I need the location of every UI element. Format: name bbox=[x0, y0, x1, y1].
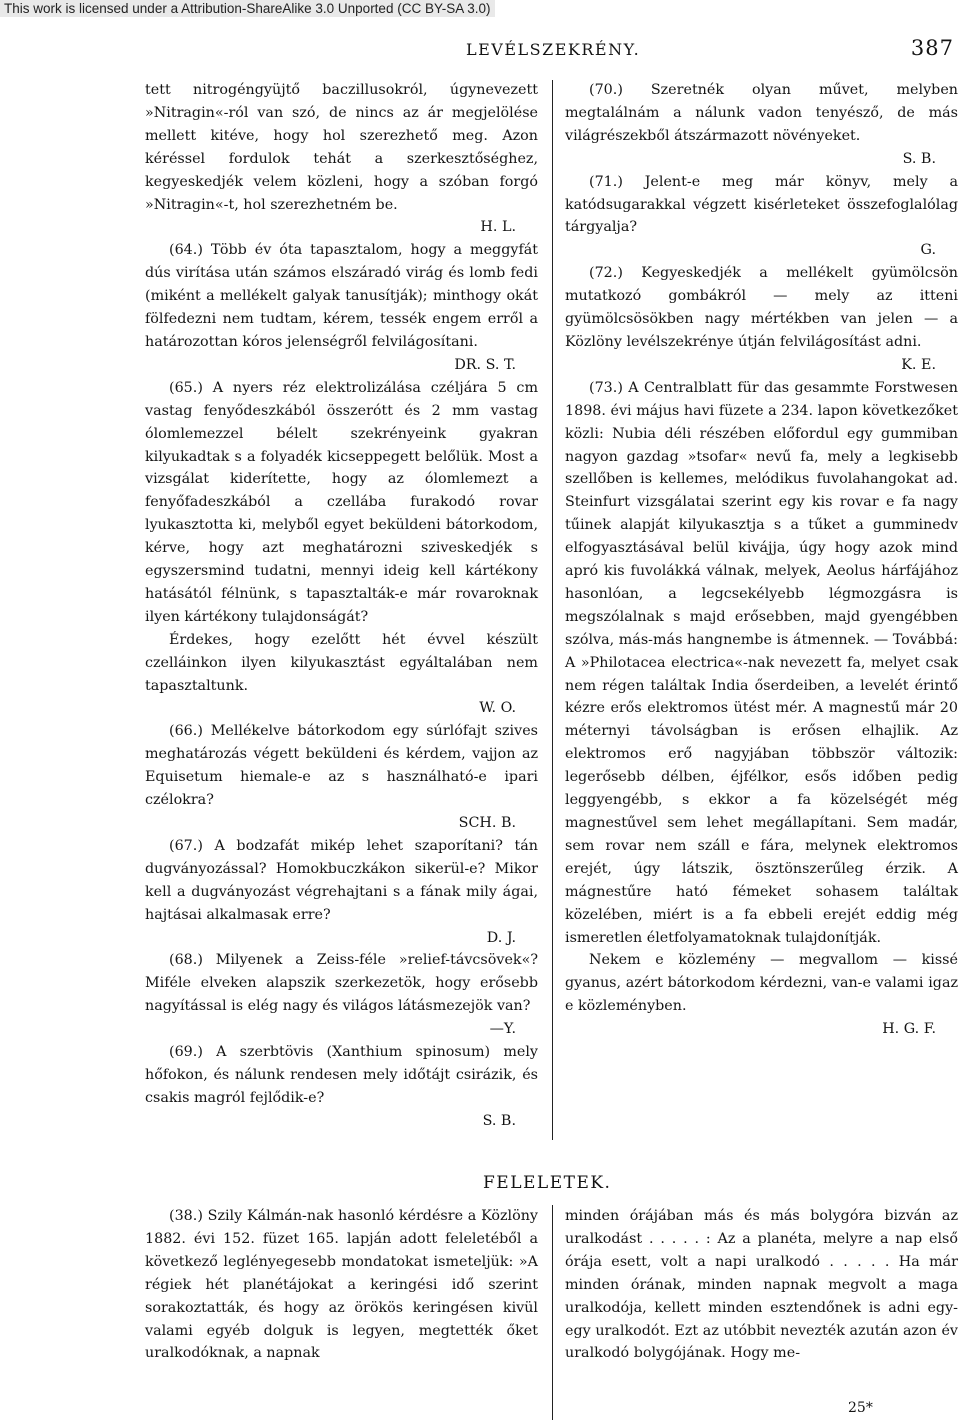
query-paragraph bbox=[145, 835, 538, 950]
query-text: (65.) A nyers réz elektrolizálása czéljára 5 cm vastag fenyődeszkából összerótt és 2 mm vastag ólomlemezzel bélelt szekrényeink gyakran kilyukadtak s a folyadék kicseppegett belőlük. Most a vizsgálat kiderítette, hogy az ólomlemezt a fenyőfadeszkából a czellába furakodó rovar lyukasztotta ki, melyből egyet beküldeni bátorkodom, kérve, hogy azt meghatározni sziveskedjék s egyszersmind tudatni, mennyi ideig kell kártékony hatásától félnünk, s tapasztalták-e már rovaroknak ilyen kártékony tulajdonságát? bbox=[145, 379, 538, 625]
query-paragraph bbox=[145, 79, 538, 239]
query-signature: H. L. bbox=[480, 219, 516, 236]
query-signature: S. B. bbox=[902, 150, 936, 167]
right-column bbox=[565, 79, 958, 1041]
query-text: (67.) A bodzafát mikép lehet szaporítani? tán dugványozással? Homokbuczkákon sikerül-e? Mikor kell a dugványozást végrehajtani s a fának mily ágai, hajtásai alkalmasak erre? bbox=[145, 837, 538, 923]
query-paragraph bbox=[145, 377, 538, 629]
query-text: (72.) Kegyeskedjék a mellékelt gyümölcsön mutatkozó gombákról — mely az itteni gyümölcsösökben nagy mértékben van jelen — a Közlöny levélszekrénye útján felvilágosítást adni. bbox=[565, 265, 958, 350]
query-signature: D. J. bbox=[486, 929, 516, 946]
query-text: (68.) Milyenek a Zeiss-féle »relief-távcsövek«? Miféle elveken alapszik szerkezetök, hogy erősebb nagyítással is elég nagy és világos látásmezejök van? bbox=[145, 952, 538, 1015]
column-divider bbox=[552, 1205, 553, 1420]
left-column bbox=[145, 79, 538, 1133]
query-signature: H. G. F. bbox=[882, 1021, 936, 1038]
answers-left-column bbox=[145, 1205, 538, 1365]
query-signature: W. O. bbox=[479, 700, 516, 717]
column-divider bbox=[552, 80, 553, 1140]
query-paragraph bbox=[565, 949, 958, 1041]
query-text: Érdekes, hogy ezelőtt hét évvel készült czelláinkon ilyen kilyukasztást egyáltalában nem tapasztaltunk. bbox=[145, 631, 538, 694]
query-text: (70.) Szeretnék olyan művet, melyben megtalálnám a nálunk vadon tenyésző, de más világrészekből átszármazott növényeket. bbox=[565, 82, 958, 144]
query-signature: —Y. bbox=[489, 1021, 516, 1038]
section-title: FELELETEK. bbox=[483, 1173, 612, 1193]
query-paragraph bbox=[145, 949, 538, 1041]
query-text: (66.) Mellékelve bátorkodom egy súrlófajt szives meghatározás végett beküldeni és kérdem, vajjon az Equisetum hiemale-e az s használható-e ipari czélokra? bbox=[145, 723, 538, 809]
answers-right-column bbox=[565, 1205, 958, 1365]
query-paragraph bbox=[565, 79, 958, 171]
query-signature: G. bbox=[920, 242, 936, 259]
query-text: (69.) A szerbtövis (Xanthium spinosum) mely hőfokon, és nálunk rendesen mely időtájt csirázik, és csakis magról fejlődik-e? bbox=[145, 1044, 538, 1106]
query-text: (73.) A Centralblatt für das gesammte Forstwesen 1898. évi május havi füzete a 234. lapon következőket közli: Nubia déli részében előfordul egy gummiban nagyon gazdag »tsofar« nevű fa, mely a legkisebb szellőben is kellemes, melódikus fuvolahangokat ad. Steinfurt vizsgálatai szerint egy kis rovar e fa nagy tűinek alapját kilyukasztja s a tűket a gumminedv elfogyasztásával belül kivájja, úgy hogy azok mind apró kis fuvolákká válnak, melyek, Aeolus hárfájához hasonlóan, a legcsekélyebb légmozgásra is megszólalnak s majd erősebben, majd gyengébben szólva, más-más hangnembe is átmennek. — Továbbá: A »Philotacea electrica«-nak nevezett fa, melyet csak nem régen találtak India őserdeiben, a levelét érintő kézre erős elektromos ütést mér. A magnestű már 20 méternyi távolságban is erősen elhajlik. Az elektromos erő nagyjában többször változik: legerősebb délben, éjfélkor, esős időben pedig leggyengébb, s ekkor a fa közelségét még magnestűvel sem lehet megállapítani. Sem madár, sem rovar nem száll e fára, melynek elektromos erejét, úgy látszik, ösztönszerűleg érzik. A mágnestűre ható fémeket sohasem találtak közelében, miért is a fa ebbeli erejét eddig még ismeretlen életfolyamatoknak tulajdonítják. bbox=[565, 379, 958, 946]
query-signature: K. E. bbox=[901, 356, 936, 373]
query-text: (64.) Több év óta tapasztalom, hogy a meggyfát dús virítása után számos elszáradó virág és lomb fedi (miként a mellékelt galyak tanusítják); minthogy okát fölfedezni nem tudtam, kérem, tessék engem erről a határozottan kóros jelenségről felvilágosítani. bbox=[145, 242, 538, 350]
answer-paragraph: minden órájában más és más bolygóra bizván az uralkodást . . . . . : Az a planéta, melyre a nap első órája esett, volt a napi uralkodó . . . . . Ha már minden órának, minden napnak megvolt a maga uralkodója, kellett minden esztendőnek is adni egy-egy uralkodót. Ezt az utóbbit nevezték azután azon év uralkodó bolygójának. Hogy me- bbox=[565, 1208, 958, 1362]
query-signature: SCH. B. bbox=[458, 815, 516, 831]
query-text: (71.) Jelent-e meg már könyv, mely a katódsugarakkal végzett kisérleteket összefoglalólag tárgyalja? bbox=[565, 173, 958, 236]
running-head: LEVÉLSZEKRÉNY. bbox=[466, 40, 641, 59]
query-paragraph bbox=[565, 377, 958, 950]
page-number: 387 bbox=[910, 36, 954, 60]
query-paragraph bbox=[565, 262, 958, 377]
query-paragraph bbox=[145, 239, 538, 376]
answer-paragraph: (38.) Szily Kálmán-nak hasonló kérdésre a Közlöny 1882. évi 152. füzet 165. lapján adott feleletéből a következő leglényegesebb mondatokat ismeteljük: »A régiek hét planétájokat a keringési idő szerint sorakoztatták, és hogy az örökös keringésen kivül valami egyéb dolguk is legyen, megtették őket uralkodóknak, a napnak bbox=[145, 1208, 538, 1362]
query-text: tett nitrogéngyüjtő baczillusokról, úgynevezett »Nitragin«-ról van szó, de nincs az ár megjelölése mellett kitéve, hogy hol szerezhető meg. Azon kéréssel fordulok tehát a szerkesztőséghez, kegyeskedjék velem közleni, hogy a szóban forgó »Nitragin«-t, hol szerezhetném be. bbox=[145, 82, 538, 213]
query-text: Nekem e közlemény — megvallom — kissé gyanus, azért bátorkodom kérdezni, van-e valami igaz e közleményben. bbox=[565, 952, 958, 1015]
query-paragraph bbox=[145, 629, 538, 721]
signature-mark: 25* bbox=[848, 1400, 873, 1416]
query-signature: DR. S. T. bbox=[454, 356, 516, 373]
query-paragraph bbox=[565, 171, 958, 263]
query-signature: S. B. bbox=[482, 1112, 516, 1129]
license-banner: This work is licensed under a Attribution-ShareAlike 3.0 Unported (CC BY-SA 3.0) bbox=[0, 0, 495, 17]
query-paragraph bbox=[145, 1041, 538, 1133]
query-paragraph bbox=[145, 720, 538, 835]
